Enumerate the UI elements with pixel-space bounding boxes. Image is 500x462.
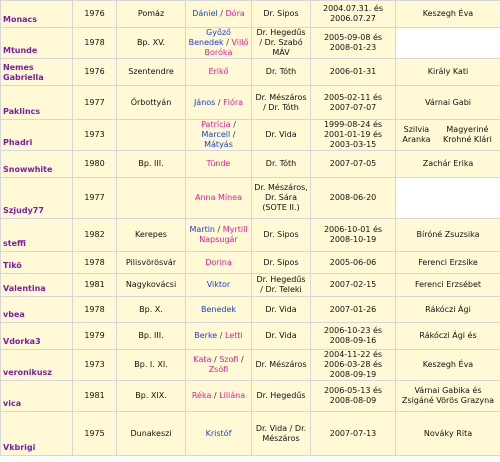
dates-cell: 1999-08-24 és 2001-01-19 és 2003-03-15 [311, 120, 396, 151]
children-names-cell [186, 219, 252, 252]
child-name: Marcell [201, 130, 231, 139]
birth-year-cell: 1982 [73, 219, 117, 252]
birth-year-cell: 1979 [73, 323, 117, 350]
birth-year-cell: 1975 [73, 412, 117, 456]
contact-name: Ferenci Erzsébet [414, 280, 482, 289]
child-name: Villő Borókа [204, 38, 249, 57]
place-cell: Pilisvörösvár [117, 252, 186, 274]
children-names-cell [186, 323, 252, 350]
table-row [1, 297, 500, 323]
place-cell: Pomáz [117, 1, 186, 28]
contact-name: Keszegh Éva [422, 360, 474, 369]
nickname-cell: vica [1, 381, 73, 412]
name-separator: / [240, 355, 244, 364]
name-separator: / [217, 225, 221, 234]
name-separator: / [219, 331, 223, 340]
contact-cell [396, 323, 500, 350]
table-row [1, 59, 500, 86]
contact-split [398, 125, 498, 145]
doctor-cell: Dr. Tóth [252, 151, 311, 178]
place-cell: Bp. XIX. [117, 381, 186, 412]
contact-cell [396, 120, 500, 151]
child-name: Győző Benedek [188, 28, 231, 47]
table-row [1, 350, 500, 381]
table-row [1, 1, 500, 28]
contact-name: Ferenci Erzsike [418, 257, 478, 267]
doctor-cell: Dr. Tóth [252, 59, 311, 86]
contact-name: Magyeriné Krohné Klári [443, 125, 492, 144]
dates-cell: 2007-01-26 [311, 297, 396, 323]
doctor-cell: Dr. Hegedűs / Dr. Teleki [252, 274, 311, 297]
place-cell: Bp. X. [117, 297, 186, 323]
children-names-cell [186, 350, 252, 381]
birth-year-cell: 1978 [73, 28, 117, 59]
nickname-cell: Valentina [1, 274, 73, 297]
child-name: Viktor [206, 280, 231, 289]
contact-cell [396, 178, 500, 219]
doctor-cell: Dr. Sipos [252, 1, 311, 28]
child-name: Mátyás [204, 140, 233, 149]
child-name: János [193, 97, 216, 107]
place-cell: Bp. I. XI. [117, 350, 186, 381]
table-row [1, 178, 500, 219]
place-cell: Dunakeszi [117, 412, 186, 456]
name-separator: / [213, 355, 217, 364]
dates-cell: 2006-05-13 és 2008-08-09 [311, 381, 396, 412]
birth-year-cell: 1981 [73, 274, 117, 297]
place-cell: Őrbottyán [117, 86, 186, 120]
nickname-cell: Szjudy77 [1, 178, 73, 219]
children-names-cell [186, 1, 252, 28]
doctor-cell: Dr. Sipos [252, 219, 311, 252]
contact-cell [396, 86, 500, 120]
name-separator: / [226, 38, 229, 47]
child-name: Réka [191, 391, 212, 400]
nickname-cell: Paklincs [1, 86, 73, 120]
nickname-cell: veronikusz [1, 350, 73, 381]
children-names-cell [186, 59, 252, 86]
doctor-cell: Dr. Sipos [252, 252, 311, 274]
place-cell [117, 120, 186, 151]
table-row [1, 120, 500, 151]
doctor-cell: Dr. Hegedűs [252, 381, 311, 412]
children-names-cell [186, 381, 252, 412]
contact-cell [396, 252, 500, 274]
dates-cell: 2008-06-20 [311, 178, 396, 219]
child-name: Berke [194, 331, 218, 340]
contact-cell [396, 297, 500, 323]
birth-year-cell: 1977 [73, 86, 117, 120]
birth-year-cell: 1976 [73, 1, 117, 28]
children-names-cell [186, 28, 252, 59]
children-names-cell [186, 86, 252, 120]
nickname-cell: Tikö [1, 252, 73, 274]
contact-cell [396, 350, 500, 381]
children-names-cell [186, 120, 252, 151]
birth-year-cell: 1977 [73, 178, 117, 219]
birth-year-cell: 1978 [73, 297, 117, 323]
child-name: Liliána [219, 391, 246, 400]
place-cell: Bp. XV. [117, 28, 186, 59]
contact-cell [396, 412, 500, 456]
contact-name: Szilvia Aranka [402, 125, 431, 144]
contact-name: Keszegh Éva [422, 9, 474, 18]
child-name: Flóra [223, 97, 244, 107]
doctor-cell: Dr. Vida [252, 297, 311, 323]
table-row [1, 381, 500, 412]
child-name: Letti [225, 331, 243, 340]
child-name: Napsugár [199, 235, 238, 244]
place-cell: Bp. III. [117, 151, 186, 178]
children-names-cell [186, 151, 252, 178]
birth-year-cell: 1973 [73, 120, 117, 151]
nickname-cell: Vkbrigi [1, 412, 73, 456]
doctor-cell: Dr. Hegedűs / Dr. Szabó MÁV [252, 28, 311, 59]
doctor-cell: Dr. Vida / Dr. Mészáros [252, 412, 311, 456]
child-name: Dániel [192, 9, 218, 18]
contact-name: Bíróné Zsuzsika [416, 230, 480, 239]
birth-year-cell: 1980 [73, 151, 117, 178]
child-name: Benedek [200, 304, 237, 314]
child-name: Tünde [206, 159, 231, 168]
children-names-cell [186, 297, 252, 323]
birth-year-cell: 1981 [73, 381, 117, 412]
table-row [1, 28, 500, 59]
dates-cell: 2007-07-13 [311, 412, 396, 456]
child-name: Patrícia [201, 120, 231, 129]
dates-cell: 2004-11-22 és 2006-03-28 és 2008-09-19 [311, 350, 396, 381]
birth-year-cell: 1973 [73, 350, 117, 381]
nickname-cell: Nemes Gabriella [1, 59, 73, 86]
nickname-cell: vbea [1, 297, 73, 323]
birth-year-cell: 1978 [73, 252, 117, 274]
child-name: Dóra [225, 9, 245, 18]
nickname-cell: Snowwhite [1, 151, 73, 178]
children-names-cell [186, 252, 252, 274]
nickname-cell: Mtunde [1, 28, 73, 59]
place-cell: Nagykovácsi [117, 274, 186, 297]
table-row [1, 86, 500, 120]
child-name: Kata [193, 355, 212, 364]
nickname-cell: Phadri [1, 120, 73, 151]
birth-year-cell: 1976 [73, 59, 117, 86]
doctor-cell: Dr. Mészáros, Dr. Sára (SOTE II.) [252, 178, 311, 219]
contact-name: Zachár Erika [422, 159, 474, 168]
place-cell: Bp. III. [117, 323, 186, 350]
name-separator: / [232, 130, 236, 139]
dates-cell: 2007-07-05 [311, 151, 396, 178]
children-names-cell [186, 274, 252, 297]
dates-cell: 2004.07.31. és 2006.07.27 [311, 1, 396, 28]
contact-cell [396, 59, 500, 86]
contact-name: Várnai Gabi [424, 97, 472, 107]
doctor-cell: Dr. Vida [252, 323, 311, 350]
contact-cell [396, 274, 500, 297]
dates-cell: 2005-06-06 [311, 252, 396, 274]
child-name: Szofi [219, 355, 239, 364]
table-row [1, 252, 500, 274]
children-names-cell [186, 178, 252, 219]
child-name: Zsófi [208, 365, 229, 374]
dates-cell: 2006-10-01 és 2008-10-19 [311, 219, 396, 252]
doctor-cell: Dr. Vida [252, 120, 311, 151]
contact-cell [396, 28, 500, 59]
doctor-cell: Dr. Mészáros [252, 350, 311, 381]
dates-cell: 2005-09-08 és 2008-01-23 [311, 28, 396, 59]
contact-name: Várnai Gabika és Zsigáné Vörös Grazyna [401, 386, 495, 405]
table-row [1, 151, 500, 178]
doctor-cell: Dr. Mészáros / Dr. Tóth [252, 86, 311, 120]
child-name: Kristóf [205, 428, 232, 438]
child-name: Martin [189, 225, 215, 234]
contact-name: Király Kati [427, 67, 469, 76]
table-row [1, 219, 500, 252]
dates-cell: 2006-01-31 [311, 59, 396, 86]
place-cell [117, 178, 186, 219]
contact-cell [396, 1, 500, 28]
name-separator: / [220, 9, 223, 18]
dates-cell: 2007-02-15 [311, 274, 396, 297]
child-name: Dorina [205, 257, 232, 267]
table-row [1, 323, 500, 350]
contact-cell [396, 151, 500, 178]
contact-cell [396, 381, 500, 412]
nickname-cell: steffi [1, 219, 73, 252]
contact-cell [396, 219, 500, 252]
table-row [1, 412, 500, 456]
table-row [1, 274, 500, 297]
child-name: Myrtill [222, 225, 248, 234]
place-cell: Kerepes [117, 219, 186, 252]
contact-name: Rákóczi Ági és [419, 331, 477, 340]
nickname-cell: Vdorka3 [1, 323, 73, 350]
name-separator: / [217, 97, 221, 107]
name-separator: / [213, 391, 217, 400]
name-separator: / [233, 120, 236, 129]
place-cell: Szentendre [117, 59, 186, 86]
nickname-cell: Monacs [1, 1, 73, 28]
dates-cell: 2005-02-11 és 2007-07-07 [311, 86, 396, 120]
children-names-cell [186, 412, 252, 456]
child-name: Erikő [208, 67, 229, 76]
contact-name: Novákу Rita [423, 428, 473, 438]
child-name: Anna Mínea [194, 193, 243, 202]
contact-name: Rákóczi Ági [425, 304, 471, 314]
dates-cell: 2006-10-23 és 2008-09-16 [311, 323, 396, 350]
